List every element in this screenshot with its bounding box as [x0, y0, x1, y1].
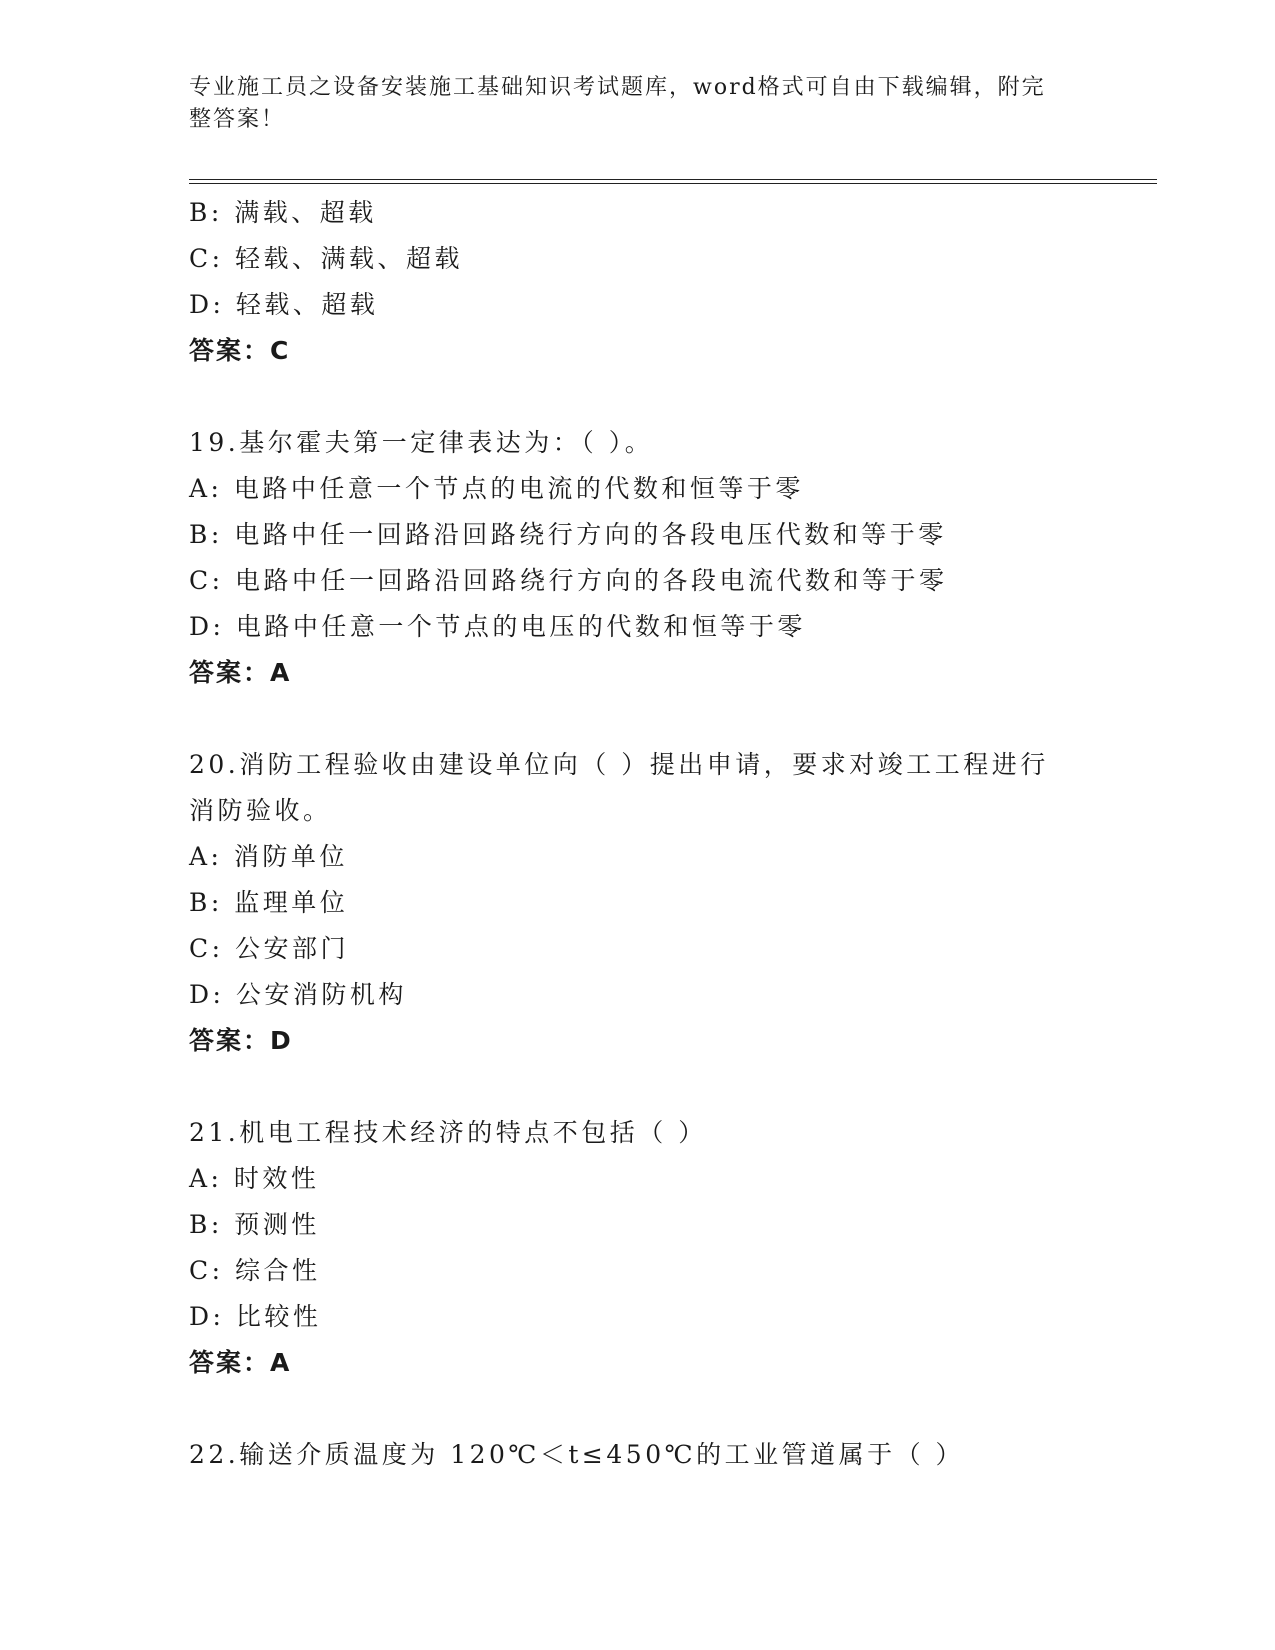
option-b: B: 满载、超载	[189, 198, 377, 227]
question-19	[189, 420, 1089, 696]
option-b: B: 电路中任一回路沿回路绕行方向的各段电压代数和等于零	[189, 520, 947, 549]
option-a: A: 时效性	[189, 1164, 320, 1193]
option-a: A: 电路中任意一个节点的电流的代数和恒等于零	[189, 474, 804, 503]
option-b: B: 预测性	[189, 1210, 320, 1239]
option-c: C: 综合性	[189, 1256, 321, 1285]
question-21	[189, 1110, 1089, 1386]
option-d: D: 轻载、超载	[189, 290, 379, 319]
question-stem-continued: 消防验收。	[189, 796, 332, 825]
question-stem: 19.基尔霍夫第一定律表达为：（ ）。	[189, 428, 654, 457]
option-c: C: 电路中任一回路沿回路绕行方向的各段电流代数和等于零	[189, 566, 948, 595]
option-d: D: 电路中任意一个节点的电压的代数和恒等于零	[189, 612, 806, 641]
header-divider-top	[189, 179, 1157, 180]
option-d: D: 公安消防机构	[189, 980, 407, 1009]
option-d: D: 比较性	[189, 1302, 322, 1331]
question-20	[189, 742, 1089, 1064]
option-b: B: 监理单位	[189, 888, 349, 917]
spacer	[189, 696, 1089, 742]
answer-line: 答案：D	[189, 1026, 293, 1055]
header-divider-bottom	[189, 183, 1157, 184]
spacer	[189, 1386, 1089, 1432]
document-header	[189, 72, 1069, 136]
answer-line: 答案：A	[189, 658, 292, 687]
question-18-continuation	[189, 190, 1089, 374]
spacer	[189, 1064, 1089, 1110]
option-a: A: 消防单位	[189, 842, 348, 871]
answer-line: 答案：A	[189, 1348, 292, 1377]
question-stem: 22.输送介质温度为 120℃＜t≤450℃的工业管道属于（ ）	[189, 1440, 965, 1469]
header-line-2: 整答案！	[189, 107, 286, 132]
question-stem: 21.机电工程技术经济的特点不包括（ ）	[189, 1118, 707, 1147]
answer-line: 答案：C	[189, 336, 291, 365]
option-c: C: 轻载、满载、超载	[189, 244, 463, 273]
option-c: C: 公安部门	[189, 934, 349, 963]
question-22	[189, 1432, 1089, 1478]
spacer	[189, 374, 1089, 420]
question-stem: 20.消防工程验收由建设单位向（ ）提出申请，要求对竣工工程进行	[189, 750, 1049, 779]
document-body	[189, 190, 1089, 1478]
header-line-1: 专业施工员之设备安装施工基础知识考试题库，word格式可自由下载编辑，附完	[189, 75, 1046, 100]
